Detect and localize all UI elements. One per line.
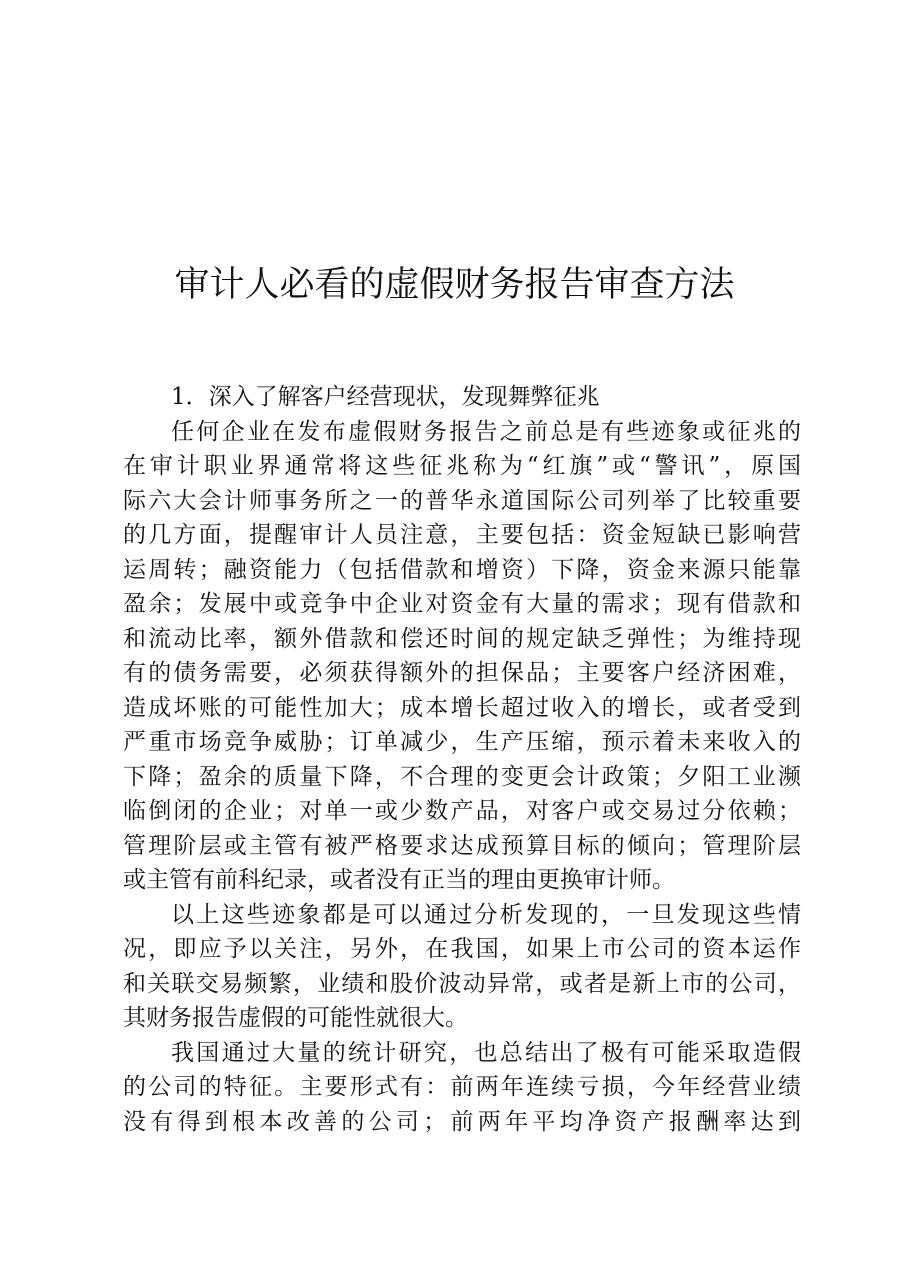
text-line: 严重市场竞争威胁；订单减少，生产压缩，预示着未来收入的 (123, 729, 801, 755)
text-line: 任何企业在发布虚假财务报告之前总是有些迹象或征兆的 (171, 418, 801, 445)
text-line: 1．深入了解客户经营现状，发现舞弊征兆 (171, 384, 600, 410)
text-line: 和关联交易频繁，业绩和股价波动异常，或者是新上市的公司， (123, 970, 801, 997)
text-line: 临倒闭的企业；对单一或少数产品，对客户或交易过分依赖； (123, 798, 801, 824)
text-line: 在审计职业界通常将这些征兆称为“红旗”或“警讯”，原国 (123, 453, 801, 479)
text-line: 管理阶层或主管有被严格要求达成预算目标的倾向；管理阶层 (123, 832, 801, 859)
text-line: 和流动比率，额外借款和偿还时间的规定缺乏弹性；为维持现 (123, 625, 801, 652)
text-line: 没有得到根本改善的公司；前两年平均净资产报酬率达到 (123, 1108, 801, 1135)
text-line: 其财务报告虚假的可能性就很大。 (123, 1005, 468, 1031)
text-line: 际六大会计师事务所之一的普华永道国际公司列举了比较重要 (123, 487, 801, 514)
text-line: 的公司的特征。主要形式有：前两年连续亏损，今年经营业绩 (123, 1074, 801, 1100)
text-line: 盈余；发展中或竞争中企业对资金有大量的需求；现有借款和 (123, 591, 801, 617)
text-line: 我国通过大量的统计研究，也总结出了极有可能采取造假 (171, 1039, 801, 1066)
text-line: 下降；盈余的质量下降，不合理的变更会计政策；夕阳工业濒 (123, 763, 801, 790)
text-line: 的几方面，提醒审计人员注意，主要包括：资金短缺已影响营 (123, 522, 801, 548)
text-line: 以上这些迹象都是可以通过分析发现的，一旦发现这些情 (171, 901, 801, 928)
text-line: 或主管有前科纪录，或者没有正当的理由更换审计师。 (123, 867, 675, 893)
text-line: 况，即应予以关注，另外，在我国，如果上市公司的资本运作 (123, 936, 801, 962)
document-body (123, 380, 801, 1139)
document-title: 审计人必看的虚假财务报告审查方法 (174, 265, 735, 305)
text-line: 造成坏账的可能性加大；成本增长超过收入的增长，或者受到 (123, 694, 801, 721)
text-line: 运周转；融资能力（包括借款和增资）下降，资金来源只能靠 (123, 556, 801, 583)
text-line: 有的债务需要，必须获得额外的担保品；主要客户经济困难， (123, 660, 801, 686)
